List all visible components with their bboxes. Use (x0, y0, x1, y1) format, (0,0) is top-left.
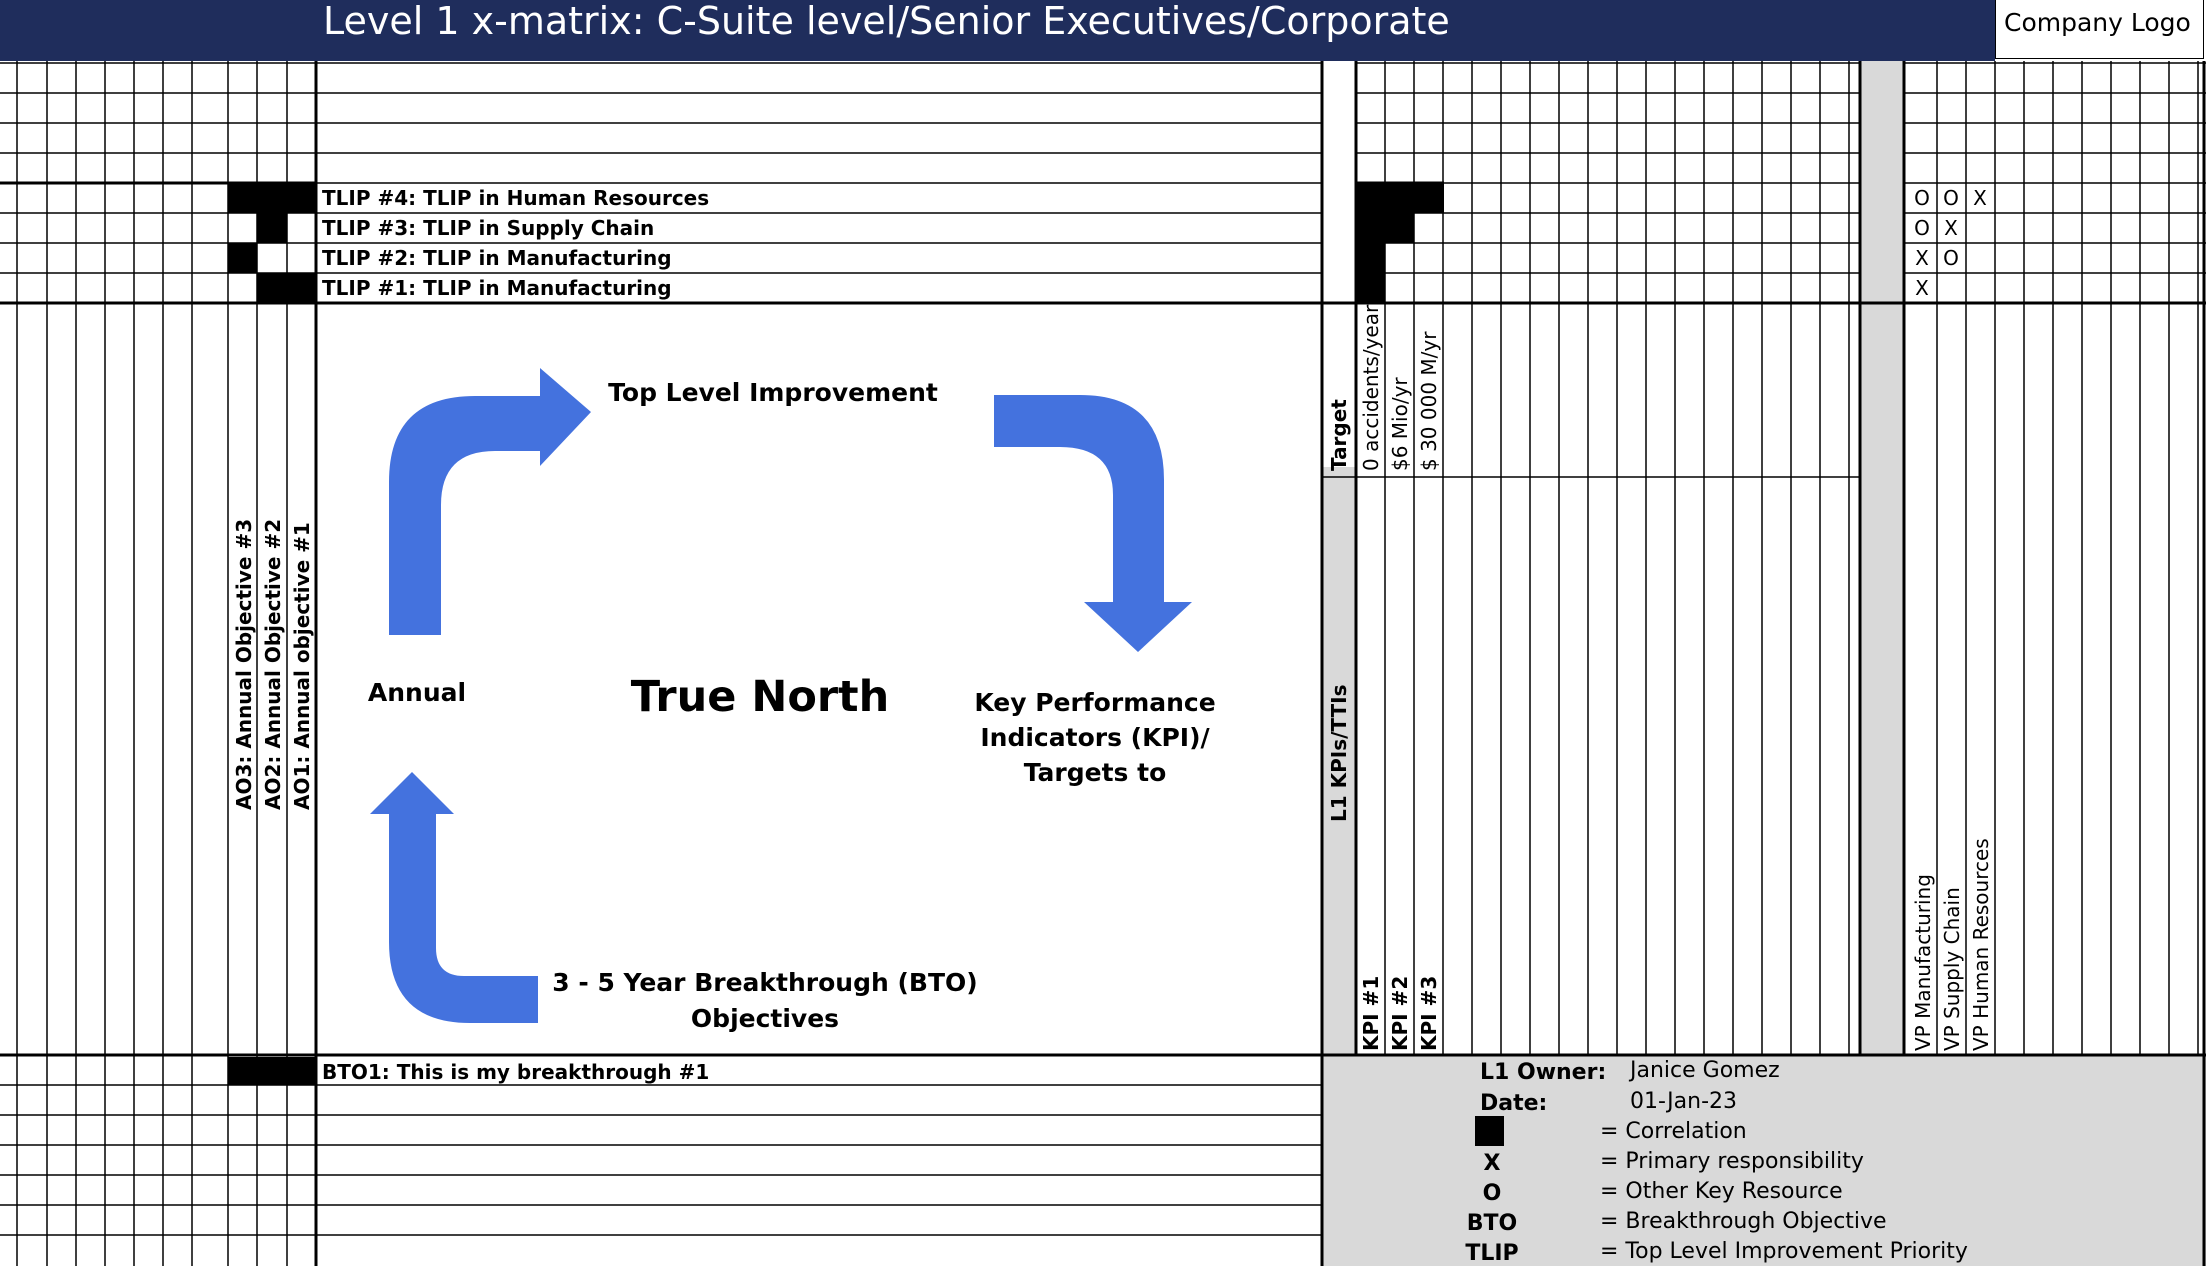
arrow-down-up (370, 772, 538, 1023)
mark-r1c1: O (1914, 186, 1930, 210)
correlation-block (1356, 183, 1444, 213)
legend-tlip-symbol: TLIP (1465, 1241, 1519, 1266)
kpi-2-name: KPI #2 (1388, 975, 1412, 1051)
kpi-3-target: $ 30 000 M/yr (1417, 331, 1441, 471)
legend-x-symbol: X (1483, 1151, 1501, 1176)
top-level-improvement-label: Top Level Improvement (608, 378, 938, 407)
owner-label: L1 Owner: (1480, 1060, 1607, 1085)
arrow-up-right (389, 368, 591, 635)
correlation-block (228, 1057, 316, 1085)
correlation-block (257, 213, 287, 243)
owner-value: Janice Gomez (1630, 1058, 1780, 1083)
legend-bto-symbol: BTO (1466, 1211, 1518, 1236)
annual-label: Annual (367, 678, 467, 707)
kpi-section-label: L1 KPIs/TTIs (1327, 684, 1351, 822)
tlip-row-4: TLIP #4: TLIP in Human Resources (322, 186, 710, 210)
legend-o-symbol: O (1482, 1181, 1502, 1206)
target-label: Target (1327, 399, 1351, 471)
annual-objective-2: AO2: Annual Objective #2 (261, 518, 285, 810)
bto-label-line-2: Objectives (690, 1004, 840, 1033)
arrow-right-down (994, 395, 1192, 652)
correlation-block (228, 243, 257, 273)
mark-r1c2: O (1943, 186, 1959, 210)
tlip-row-2: TLIP #2: TLIP in Manufacturing (322, 246, 672, 270)
tlip-row-1: TLIP #1: TLIP in Manufacturing (322, 276, 672, 300)
mark-r4c1: X (1915, 276, 1929, 300)
legend-correlation: = Correlation (1600, 1119, 1747, 1144)
resource-vp-human-resources: VP Human Resources (1969, 838, 1993, 1051)
kpi-label-line-3: Targets to (1023, 758, 1167, 787)
legend-other: = Other Key Resource (1600, 1179, 1843, 1204)
company-logo-box (1995, 0, 2204, 59)
mark-r3c2: O (1943, 246, 1959, 270)
date-value: 01-Jan-23 (1630, 1089, 1738, 1114)
legend-primary: = Primary responsibility (1600, 1149, 1864, 1174)
date-label: Date: (1480, 1091, 1548, 1116)
resource-vp-manufacturing: VP Manufacturing (1911, 874, 1935, 1051)
kpi-3-name: KPI #3 (1417, 975, 1441, 1051)
company-logo-text: Company Logo (2004, 8, 2191, 37)
mark-r1c3: X (1973, 186, 1987, 210)
kpi-1-target: 0 accidents/year (1359, 304, 1383, 471)
bto-row-1: BTO1: This is my breakthrough #1 (322, 1060, 710, 1084)
mark-r2c2: X (1944, 216, 1958, 240)
resource-vp-supply-chain: VP Supply Chain (1940, 887, 1964, 1051)
kpi-1-name: KPI #1 (1359, 975, 1383, 1051)
page-title: Level 1 x-matrix: C-Suite level/Senior Executives/Corporate (323, 0, 1450, 43)
correlation-block (228, 183, 316, 213)
annual-objective-1: AO1: Annual objective #1 (290, 522, 314, 810)
kpi-label-line-1: Key Performance (974, 688, 1216, 717)
legend-tlip: = Top Level Improvement Priority (1600, 1239, 1968, 1264)
bto-label-line-1: 3 - 5 Year Breakthrough (BTO) (552, 968, 978, 997)
mark-r2c1: O (1914, 216, 1930, 240)
mark-r3c1: X (1915, 246, 1929, 270)
legend-correlation-swatch (1475, 1116, 1504, 1146)
legend-bto: = Breakthrough Objective (1600, 1209, 1887, 1234)
kpi-label-line-2: Indicators (KPI)/ (980, 723, 1210, 752)
annual-objective-3: AO3: Annual Objective #3 (232, 518, 256, 810)
true-north-label: True North (630, 672, 890, 722)
kpi-2-target: $6 Mio/yr (1388, 377, 1412, 471)
tlip-row-3: TLIP #3: TLIP in Supply Chain (322, 216, 655, 240)
separator-band (1860, 61, 1904, 1055)
title-bar (0, 0, 1995, 61)
